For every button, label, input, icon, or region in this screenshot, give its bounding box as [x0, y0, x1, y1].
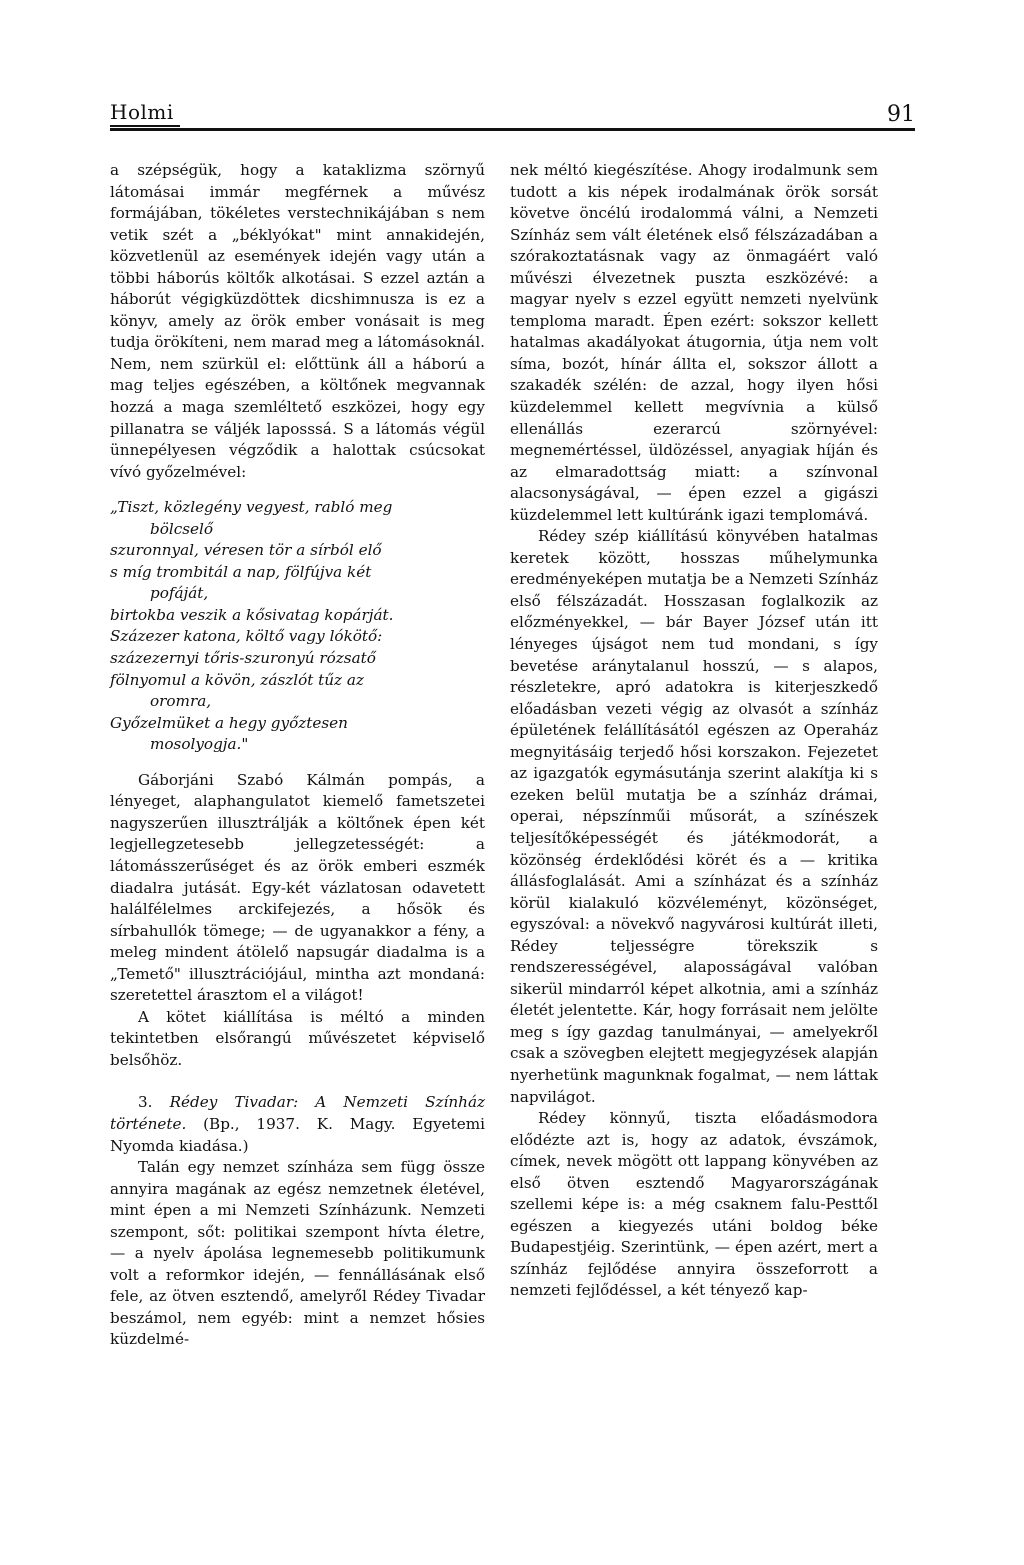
poem-quote: [110, 497, 485, 756]
running-title: Holmi: [110, 100, 174, 124]
paragraph: Rédey könnyű, tiszta előadásmodora elődézte azt is, hogy az adatok, évszámok, címek, nevek mögött ott lappang könyvében az első ötven esztendő Magyarországának szellemi képe is: a még csaknem falu-Pesttől egészen a kiegyezés utáni boldog béke Budapestjéig. Szerintünk, — épen azért, mert a színház fejlődése annyira összeforrott a nemzeti fejlődéssel, a két tényező kap-: [510, 1109, 878, 1300]
poem-line: birtokba veszik a kősivatag kopárját.: [110, 605, 394, 624]
review-publication: (Bp., 1937. K. Magy. Egyetemi Nyomda kiadása.): [110, 1114, 485, 1155]
running-header: [110, 92, 915, 132]
poem-line: Százezer katona, költő vagy lókötő:: [110, 627, 383, 646]
poem-line: Győzelmüket a hegy győztesen: [110, 713, 348, 732]
poem-line: szuronnyal, véresen tör a sírból elő: [110, 541, 382, 560]
poem-line: fölnyomul a kövön, zászlót tűz az: [110, 670, 364, 689]
poem-line: s míg trombitál a nap, fölfújva két: [110, 562, 372, 581]
header-underline: [110, 125, 180, 127]
poem-line: pofáját,: [150, 584, 209, 603]
poem-line: „Tiszt, közlegény vegyest, rabló meg: [110, 498, 393, 517]
paragraph: Gáborjáni Szabó Kálmán pompás, a lényeget, alaphangulatot kiemelő fametszetei nagyszerűen illusztrálják a költőnek épen két legjellegzetesebb jellegzetességét: a látomásszerűséget és az örök emberi eszmék diadalra jutását. Egy-két vázlatosan odavetett halálfélelmes arckifejezés, a hősök és sírbahullók tömege; — de ugyanakkor a fény, a meleg mindent átölelő napsugár diadalma is a „Temető" illusztrációjául, mintha azt mondaná: szeretettel árasztom el a világot!: [110, 770, 485, 1005]
paragraph: Rédey szép kiállítású könyvében hatalmas keretek között, hosszas műhelymunka eredményeképen mutatja be a Nemzeti Színház első félszázadát. Hosszasan foglalkozik az előzményekkel, — bár Bayer József után itt lényeges újságot nem tud mondani, s így bevetése aránytalanul hosszú, — s alapos, részletekre, apró adatokra is kiterjeszkedő előadásban vezeti végig az olvasót a színház épületének felállításától egészen az Operaház megnyitásáig terjedő hősi korszakon. Fejezetet az igazgatók egymásutánja szerint alakítja ki s ezeken belül mutatja be a színház drámai, operai, népszínműi műsorát, a színészek teljesítőképességét és játékmodorát, a közönség érdeklődési körét és a — kritika állásfoglalását. Ami a színházat és a színház körül kialakuló közvéleményt, közönséget, egyszóval: a növekvő nagyvárosi kultúrát illeti, Rédey teljességre törekszik s rendszerességével, alaposságával valóban sikerül mindarról képet alkotnia, ami a színház életét jelentette. Kár, hogy forrásait nem jelölte meg s így gazdag tanulmányai, — amelyekről csak a szövegben elejtett megjegyzések alapján nyerhetünk magunknak fogalmat, — nem láttak napvilágot.: [510, 527, 879, 1106]
review-number: 3.: [138, 1093, 153, 1112]
right-column: [510, 160, 878, 1302]
poem-line: bölcselő: [150, 519, 214, 538]
left-column: [110, 160, 485, 1351]
poem-line: százezernyi tőris-szuronyú rózsatő: [110, 649, 376, 668]
header-rule: [110, 128, 915, 131]
page-number: 91: [887, 102, 915, 127]
review-author-title: Rédey Tivadar: A Nemzeti Színház története.: [110, 1093, 485, 1133]
review-heading: [110, 1092, 485, 1157]
paragraph: Talán egy nemzet színháza sem függ össze annyira magának az egész nemzetnek életével, mint épen a mi Nemzeti Színházunk. Nemzeti szempont, sőt: politikai szempont hívta életre, — a nyelv ápolása legnemesebb politikumunk volt a reformkor idején, — fennállásának első fele, az ötven esztendő, amelyről Rédey Tivadar beszámol, nem egyéb: mint a nemzet hősies küzdelmé-: [110, 1158, 485, 1349]
poem-line: oromra,: [150, 692, 212, 711]
paragraph: nek méltó kiegészítése. Ahogy irodalmunk sem tudott a kis népek irodalmának örök sorsát követve öncélú irodalommá válni, a Nemzeti Színház sem vált életének első félszázadában a szórakoztatásnak vagy az önmagáért való művészi élvezetnek puszta eszközévé: a magyar nyelv s ezzel együtt nemzeti nyelvünk temploma maradt. Épen ezért: sokszor kellett hatalmas akadályokat átugornia, útja nem volt síma, bozót, hínár állta el, sokszor állott a szakadék szélén: de azzal, hogy ilyen hősi küzdelemmel kellett megvívnia a külső ellenállás ezerarcú szörnyével: megnemértéssel, üldözéssel, anyagiak híján és az elmaradottság miatt: a színvonal alacsonyságával, — épen ezzel a gigászi küzdelemmel lett kultúránk igazi templomává.: [510, 161, 878, 524]
paragraph: a szépségük, hogy a kataklizma szörnyű látomásai immár megférnek a művész formájában, tökéletes verstechnikájában s nem vetik szét a „béklyókat" mint annakidején, közvetlenül az események idején vagy után a többi háborús költők alkotásai. S ezzel aztán a háborút végigküzdöttek dicshimnusza is ez a könyv, amely az örök ember vonásait is meg tudja örökíteni, nem marad meg a látomásoknál. Nem, nem szürkül el: előttünk áll a háború a mag teljes egészében, a költőnek megvannak hozzá a maga szemléltető eszközei, hogy egy pillanatra se váljék laposssá. S a látomás végül ünnepélyesen végződik a halottak csúcsokat vívó győzelmével:: [110, 161, 485, 481]
poem-line: mosolyogja.": [150, 735, 249, 754]
spacer: [110, 1071, 485, 1092]
paragraph: A kötet kiállítása is méltó a minden tekintetben elsőrangú művészetet képviselő belsőhöz.: [110, 1007, 485, 1069]
